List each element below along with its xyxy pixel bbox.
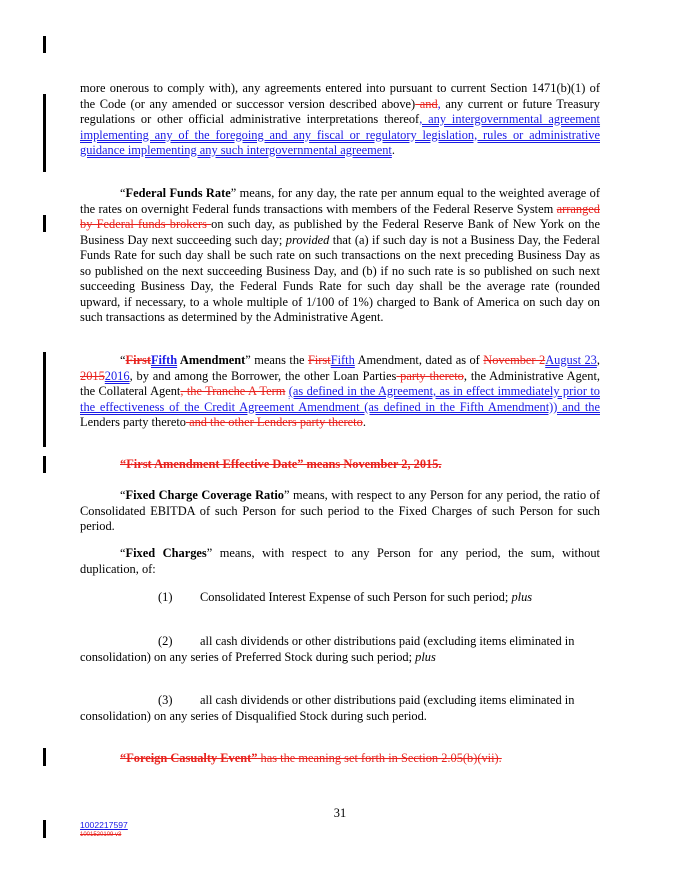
deleted-text: arranged by Federal funds brokers: [80, 201, 600, 231]
inserted-text: August 23: [545, 353, 597, 367]
foreign-casualty-event-deleted: [80, 751, 600, 767]
change-bar: [43, 820, 46, 838]
defined-term: Fixed Charge Coverage Ratio: [125, 488, 284, 502]
defined-term: Amendment: [177, 353, 246, 367]
inserted-text: (as defined in the Agreement, as in effect immediately prior to the effectiveness of the Credit Agreement Amendment (as defined in the Fifth Amendment)) and the: [80, 384, 600, 414]
text-run: Lenders party thereto: [80, 415, 186, 429]
list-item: [80, 634, 600, 665]
first-amendment-effective-date-deleted: [80, 457, 600, 473]
change-bar: [43, 456, 46, 473]
inserted-text: 2016: [104, 368, 130, 383]
inserted-text: Fifth: [150, 353, 178, 367]
list-number: (3): [158, 693, 173, 707]
text-run: ” means, with respect to any Person for any period, the ratio of Consolidated EBITDA of such Person for such period to the Fixed Charges of such Person for such period.: [80, 488, 600, 533]
text-run: , by and among the Borrower, the other Loan Parties: [129, 368, 397, 383]
change-bar: [43, 352, 46, 447]
fixed-charge-coverage-ratio-definition: “Fixed Charge Coverage Ratio” means, with respect to any Person for any period, the ratio of Consolidated EBITDA of such Person for such period to the Fixed Charges of such Person for such period.: [80, 488, 600, 533]
federal-funds-rate-definition: “Federal Funds Rate” means, for any day, the rate per annum equal to the weighted average of the rates on overnight Federal funds transactions with members of the Federal Reserve System arranged by Federal funds brokers on such day, as published by the Federal Reserve Bank of New York on the Business Day next succeeding such day; provided that (a) if such day is not a Business Day, the Federal Funds Rate for such day shall be such rate on such transactions on the next preceding Business Day as so published on the next succeeding Business Day, and (b) if no such rate is so published on such next succeeding Business Day, the Federal Funds Rate for such day shall be the average rate (rounded upward, if necessary, to a whole multiple of 1/100 of 1%) charged to Bank of America on such day on such transactions as determined by the Administrative Agent.: [80, 186, 601, 324]
fixed-charges-definition: “Fixed Charges” means, with respect to any Person for any period, the sum, without duplication, of:: [80, 546, 600, 576]
text-run: ” means the: [245, 353, 308, 367]
italic-text: plus: [511, 590, 533, 604]
deleted-text: “First Amendment Effective Date” means November 2, 2015.: [120, 457, 442, 471]
text-run: Amendment, dated as of: [354, 353, 484, 367]
inserted-text: , any intergovernmental agreement implementing any of the foregoing and any fiscal or regulatory legislation, rules or administrative guidance implementing any such intergovernmental agreement: [80, 112, 601, 157]
deleted-text: First: [307, 353, 331, 367]
text-run: any current or future Treasury regulations or other official administrative interpretations thereof: [80, 96, 600, 126]
text-run: ” means, for any day, the rate per annum equal to the weighted average of the rates on overnight Federal funds transactions with members of the Federal Reserve System: [80, 186, 600, 216]
defined-term: Federal Funds Rate: [125, 186, 231, 200]
fatca-continuation-paragraph: [80, 81, 600, 159]
change-bar: [43, 36, 46, 53]
list-item: [80, 590, 600, 606]
text-run: ,: [596, 353, 600, 367]
list-number: (2): [158, 634, 173, 648]
page-number: 31: [333, 806, 347, 820]
list-text: all cash dividends or other distributions paid (excluding items eliminated in consolidation) on any series of Preferred Stock during such period;: [80, 634, 575, 664]
italic-text: provided: [285, 232, 330, 247]
document-id-deleted: 1001520109 v3: [80, 832, 122, 838]
deleted-text: First: [125, 353, 151, 367]
deleted-text: November 2: [483, 353, 546, 367]
deleted-text: 2015: [80, 368, 105, 383]
change-bar: [43, 748, 46, 766]
deleted-text: “Foreign Casualty Event”: [120, 751, 258, 765]
list-item: [80, 693, 600, 724]
list-number: (1): [158, 590, 173, 604]
text-run: ” means, with respect to any Person for any period, the sum, without duplication, of:: [80, 546, 600, 576]
document-id: 1002217597: [80, 820, 128, 830]
inserted-text: Fifth: [330, 353, 355, 367]
text-run: , the Administrative Agent, the Collateral Agent: [80, 368, 600, 398]
deleted-text: and the other Lenders party thereto: [185, 415, 363, 429]
deleted-text: and: [415, 96, 438, 111]
deleted-text: has the meaning set forth in Section 2.05(b)(vii).: [257, 751, 502, 765]
list-text: all cash dividends or other distributions paid (excluding items eliminated in consolidation) on any series of Disqualified Stock during such period.: [80, 693, 575, 723]
text-run: .: [391, 143, 395, 157]
defined-term: Fixed Charges: [125, 546, 207, 560]
change-bar: [43, 215, 46, 232]
change-bar: [43, 94, 46, 172]
fifth-amendment-definition: “FirstFifth Amendment” means the FirstFifth Amendment, dated as of November 2August 23, 20152016, by and among the Borrower, the other Loan Parties party thereto, the Administrative Agent, the Collateral Agent, the Tranche A Term (as defined in the Agreement, as in effect immediately prior to the effectiveness of the Credit Agreement Amendment (as defined in the Fifth Amendment)) and the Lenders party thereto and the other Lenders party thereto.: [80, 353, 600, 429]
italic-text: plus: [415, 649, 436, 664]
text-run: on such day, as published by the Federal Reserve Bank of New York on the Business Day next succeeding such day;: [80, 217, 600, 247]
inserted-text: ,: [437, 96, 441, 111]
text-run: that (a) if such day is not a Business Day, the Federal Funds Rate for such day shall be such rate on such transactions on the next preceding Business Day as so published on the next succeeding Business Day, and (b) if no such rate is so published on such next succeeding Business Day, the Federal Funds Rate for such day shall be the average rate (rounded upward, if necessary, to a whole multiple of 1/100 of 1%) charged to Bank of America on such day on such transactions as determined by the Administrative Agent.: [80, 232, 601, 324]
list-text: Consolidated Interest Expense of such Person for such period;: [200, 590, 509, 604]
text-run: .: [362, 415, 366, 429]
text-run: more onerous to comply with), any agreements entered into pursuant to current Section 1471(b)(1) of the Code (or any amended or successor version described above): [80, 81, 600, 111]
deleted-text: , the Tranche A Term: [180, 384, 286, 398]
deleted-text: party thereto: [396, 368, 464, 383]
